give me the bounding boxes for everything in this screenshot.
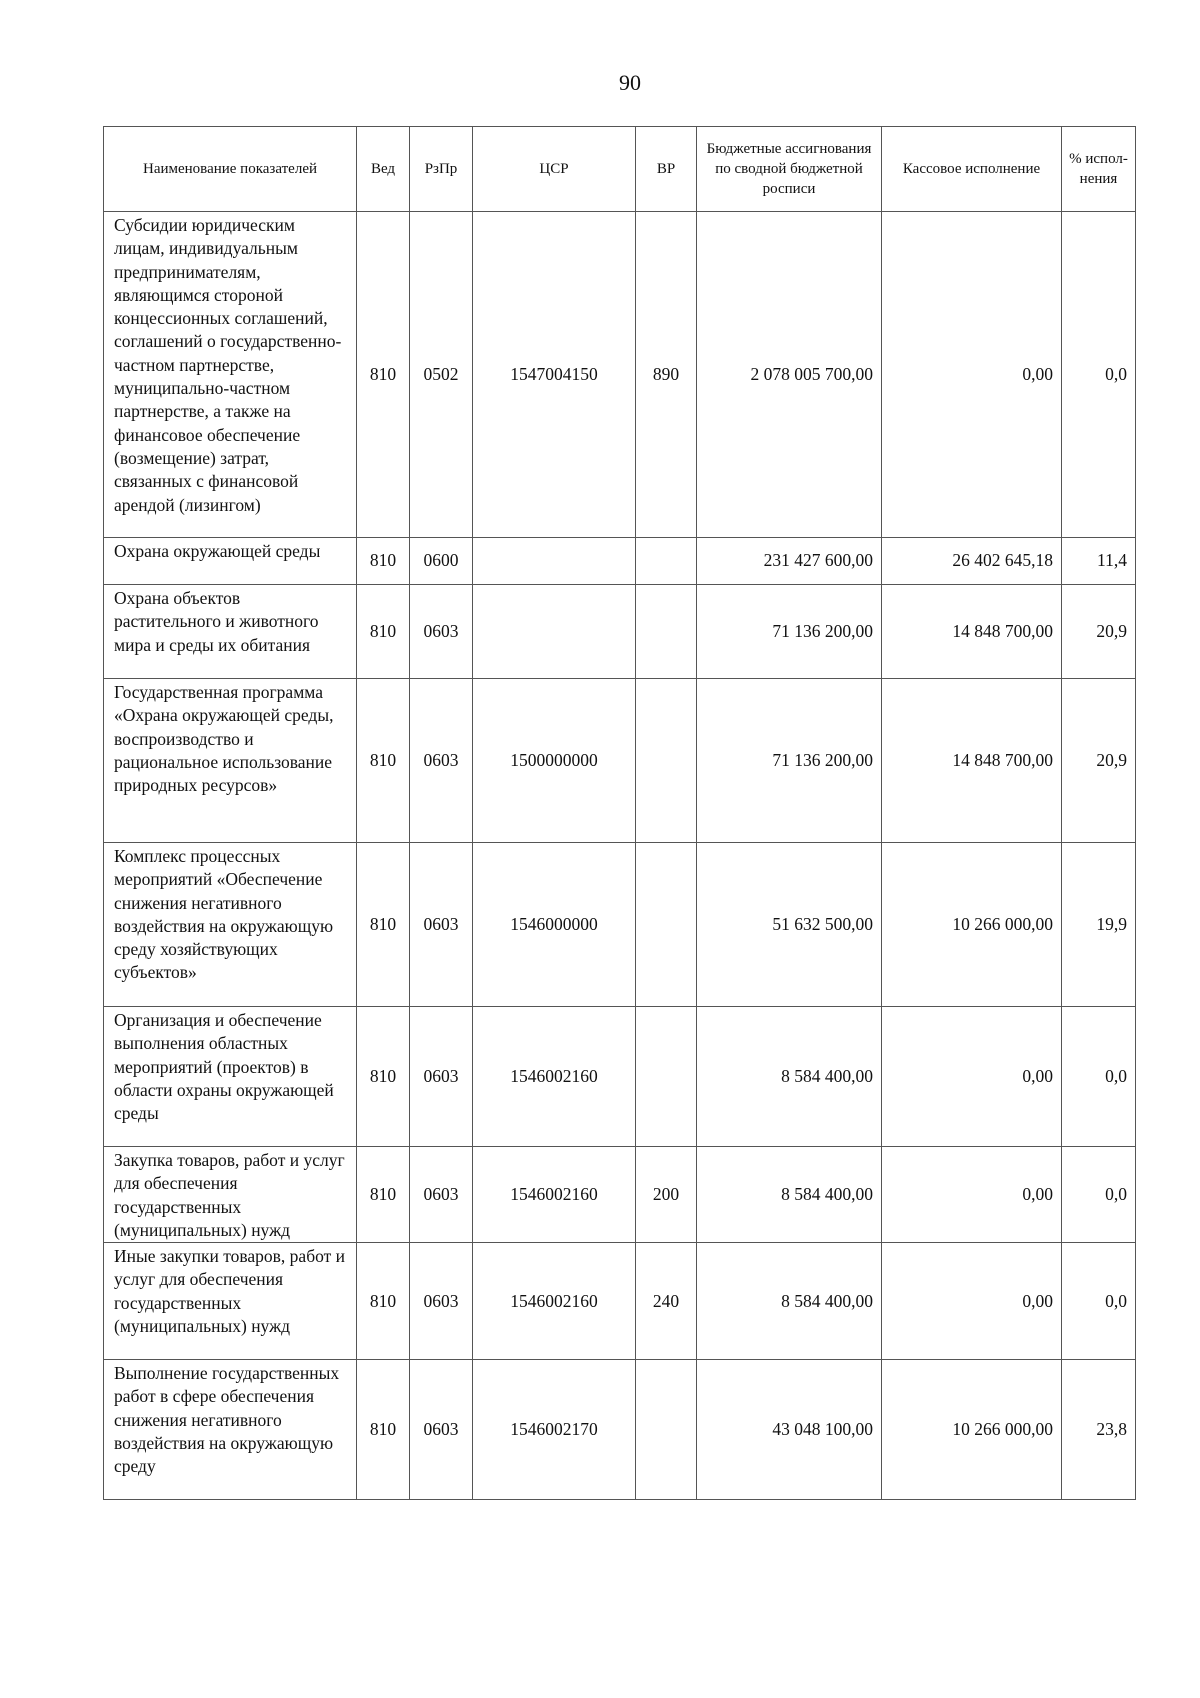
row-csr: 1546002160 <box>473 1147 636 1243</box>
header-percent: % испол-нения <box>1062 127 1136 212</box>
table-row <box>104 1243 1136 1360</box>
table-row <box>104 538 1136 585</box>
header-rzpr: РзПр <box>410 127 473 212</box>
row-rzpr: 0603 <box>410 679 473 843</box>
row-cash: 0,00 <box>882 1007 1062 1147</box>
row-budget: 43 048 100,00 <box>697 1360 882 1500</box>
row-rzpr: 0603 <box>410 843 473 1007</box>
row-rzpr: 0603 <box>410 1243 473 1360</box>
row-budget: 71 136 200,00 <box>697 679 882 843</box>
row-csr <box>473 538 636 585</box>
row-percent: 0,0 <box>1062 1007 1136 1147</box>
header-vr: ВР <box>636 127 697 212</box>
header-cash: Кассовое исполнение <box>882 127 1062 212</box>
row-name: Субсидии юридическим лицам, индивидуальным предпринимателям, являющимся стороной концессионных соглашений, соглашений о государственно-частном партнерстве, муниципально-частном партнерстве, а также на финансовое обеспечение (возмещение) затрат, связанных с финансовой арендой (лизингом) <box>104 212 357 538</box>
row-vr <box>636 1007 697 1147</box>
row-ved: 810 <box>357 843 410 1007</box>
row-cash: 10 266 000,00 <box>882 843 1062 1007</box>
table-row <box>104 1360 1136 1500</box>
row-vr <box>636 1360 697 1500</box>
row-rzpr: 0603 <box>410 585 473 679</box>
row-name: Государственная программа «Охрана окружающей среды, воспроизводство и рациональное использование природных ресурсов» <box>104 679 357 843</box>
row-vr: 200 <box>636 1147 697 1243</box>
row-vr <box>636 843 697 1007</box>
table-header-row <box>104 127 1136 212</box>
row-rzpr: 0502 <box>410 212 473 538</box>
header-budget: Бюджетные ассигнования по сводной бюджетной росписи <box>697 127 882 212</box>
row-percent: 23,8 <box>1062 1360 1136 1500</box>
table-row <box>104 1147 1136 1243</box>
row-rzpr: 0603 <box>410 1007 473 1147</box>
row-budget: 8 584 400,00 <box>697 1147 882 1243</box>
row-rzpr: 0603 <box>410 1147 473 1243</box>
row-name: Закупка товаров, работ и услуг для обеспечения государственных (муниципальных) нужд <box>104 1147 357 1243</box>
row-name: Иные закупки товаров, работ и услуг для обеспечения государственных (муниципальных) нужд <box>104 1243 357 1360</box>
row-csr: 1500000000 <box>473 679 636 843</box>
row-budget: 71 136 200,00 <box>697 585 882 679</box>
row-cash: 0,00 <box>882 212 1062 538</box>
row-rzpr: 0600 <box>410 538 473 585</box>
row-vr <box>636 538 697 585</box>
row-budget: 2 078 005 700,00 <box>697 212 882 538</box>
row-ved: 810 <box>357 679 410 843</box>
row-csr: 1546002160 <box>473 1007 636 1147</box>
row-vr: 240 <box>636 1243 697 1360</box>
row-ved: 810 <box>357 1360 410 1500</box>
row-ved: 810 <box>357 1243 410 1360</box>
row-name: Комплекс процессных мероприятий «Обеспечение снижения негативного воздействия на окружающую среду хозяйствующих субъектов» <box>104 843 357 1007</box>
row-percent: 0,0 <box>1062 1147 1136 1243</box>
row-csr: 1546000000 <box>473 843 636 1007</box>
row-ved: 810 <box>357 1007 410 1147</box>
row-cash: 0,00 <box>882 1243 1062 1360</box>
row-ved: 810 <box>357 585 410 679</box>
row-name: Охрана окружающей среды <box>104 538 357 585</box>
row-rzpr: 0603 <box>410 1360 473 1500</box>
table-row <box>104 212 1136 538</box>
header-csr: ЦСР <box>473 127 636 212</box>
row-name: Организация и обеспечение выполнения областных мероприятий (проектов) в области охраны окружающей среды <box>104 1007 357 1147</box>
row-vr: 890 <box>636 212 697 538</box>
row-cash: 10 266 000,00 <box>882 1360 1062 1500</box>
row-cash: 14 848 700,00 <box>882 585 1062 679</box>
row-ved: 810 <box>357 538 410 585</box>
row-cash: 0,00 <box>882 1147 1062 1243</box>
table-row <box>104 585 1136 679</box>
table-row <box>104 679 1136 843</box>
row-budget: 8 584 400,00 <box>697 1007 882 1147</box>
row-vr <box>636 585 697 679</box>
row-name: Выполнение государственных работ в сфере обеспечения снижения негативного воздействия на окружающую среду <box>104 1360 357 1500</box>
row-ved: 810 <box>357 212 410 538</box>
row-name: Охрана объектов растительного и животного мира и среды их обитания <box>104 585 357 679</box>
table-row <box>104 1007 1136 1147</box>
row-cash: 26 402 645,18 <box>882 538 1062 585</box>
row-percent: 11,4 <box>1062 538 1136 585</box>
row-vr <box>636 679 697 843</box>
table-row <box>104 843 1136 1007</box>
budget-execution-table <box>103 126 1136 1500</box>
row-percent: 0,0 <box>1062 1243 1136 1360</box>
row-budget: 8 584 400,00 <box>697 1243 882 1360</box>
header-name: Наименование показателей <box>104 127 357 212</box>
row-percent: 0,0 <box>1062 212 1136 538</box>
row-percent: 20,9 <box>1062 585 1136 679</box>
row-cash: 14 848 700,00 <box>882 679 1062 843</box>
header-ved: Вед <box>357 127 410 212</box>
row-csr <box>473 585 636 679</box>
row-ved: 810 <box>357 1147 410 1243</box>
row-csr: 1547004150 <box>473 212 636 538</box>
row-csr: 1546002170 <box>473 1360 636 1500</box>
row-percent: 19,9 <box>1062 843 1136 1007</box>
row-budget: 231 427 600,00 <box>697 538 882 585</box>
row-csr: 1546002160 <box>473 1243 636 1360</box>
page-number: 90 <box>619 70 641 95</box>
row-percent: 20,9 <box>1062 679 1136 843</box>
row-budget: 51 632 500,00 <box>697 843 882 1007</box>
